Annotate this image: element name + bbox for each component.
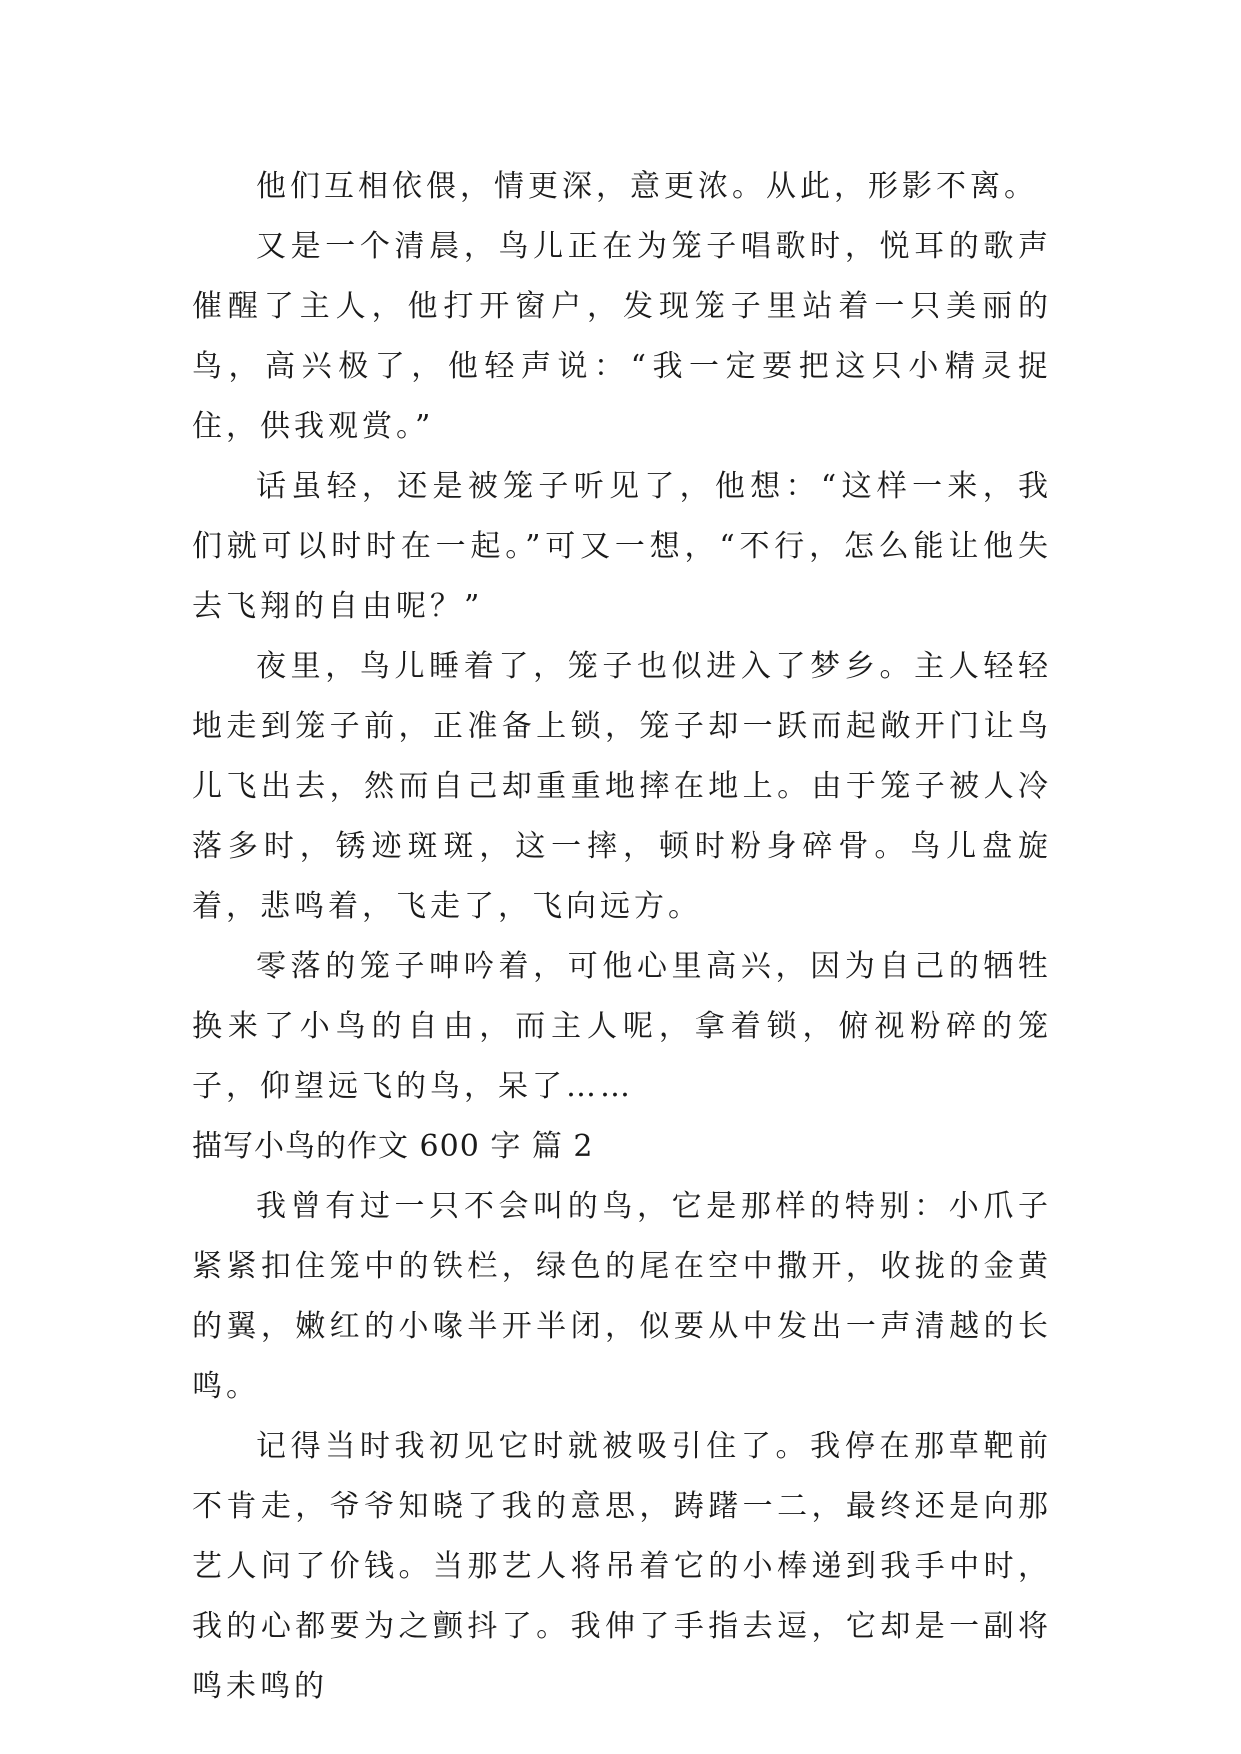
paragraph: 记得当时我初见它时就被吸引住了。我停在那草靶前不肯走，爷爷知晓了我的意思，踌躇一二，最终还是向那艺人问了价钱。当那艺人将吊着它的小棒递到我手中时，我的心都要为之颤抖了。我伸了手指去逗，它却是一副将鸣未鸣的	[192, 1429, 1052, 1704]
paragraph: 夜里，鸟儿睡着了，笼子也似进入了梦乡。主人轻轻地走到笼子前，正准备上锁，笼子却一跃而起敞开门让鸟儿飞出去，然而自己却重重地摔在地上。由于笼子被人冷落多时，锈迹斑斑，这一摔，顿时粉身碎骨。鸟儿盘旋着，悲鸣着，飞走了，飞向远方。	[192, 649, 1052, 924]
paragraph: 又是一个清晨，鸟儿正在为笼子唱歌时，悦耳的歌声催醒了主人，他打开窗户，发现笼子里站着一只美丽的鸟，高兴极了，他轻声说：“我一定要把这只小精灵捉住，供我观赏。”	[192, 229, 1052, 444]
paragraph: 零落的笼子呻吟着，可他心里高兴，因为自己的牺牲换来了小鸟的自由，而主人呢，拿着锁，俯视粉碎的笼子，仰望远飞的鸟，呆了……	[192, 949, 1052, 1104]
paragraph: 他们互相依偎，情更深，意更浓。从此，形影不离。	[256, 169, 1038, 204]
paragraph: 话虽轻，还是被笼子听见了，他想：“这样一来，我们就可以时时在一起。”可又一想，“不行，怎么能让他失去飞翔的自由呢？”	[192, 469, 1052, 624]
document-body	[192, 157, 1052, 1717]
paragraph: 我曾有过一只不会叫的鸟，它是那样的特别：小爪子紧紧扣住笼中的铁栏，绿色的尾在空中撒开，收拢的金黄的翼，嫩红的小喙半开半闭，似要从中发出一声清越的长鸣。	[192, 1189, 1052, 1404]
section-heading: 描写小鸟的作文 600 字 篇 2	[192, 1129, 594, 1164]
